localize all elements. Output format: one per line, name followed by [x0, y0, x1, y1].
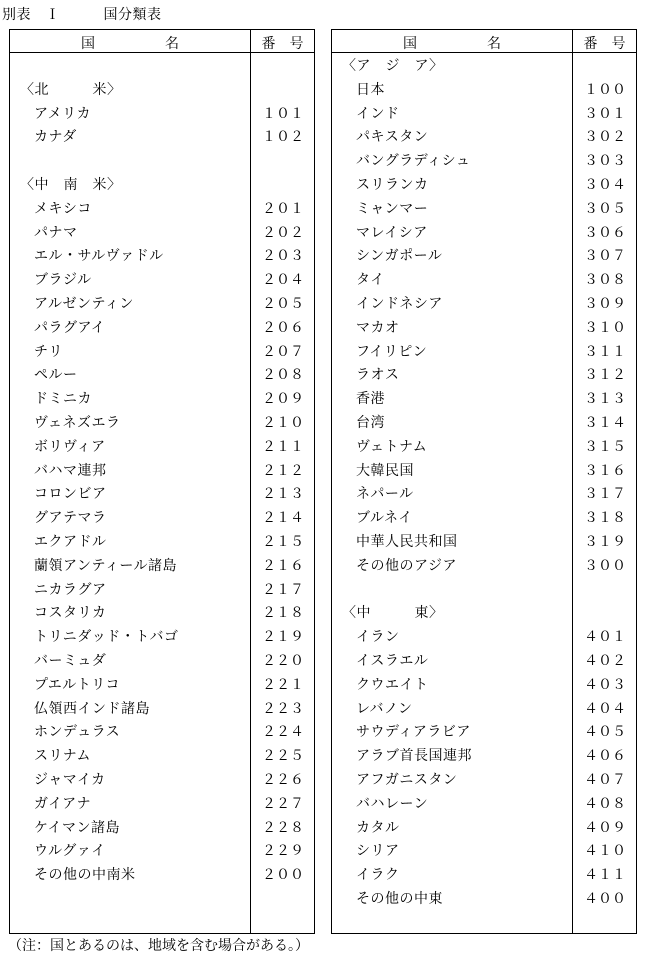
country-code: ３０６: [584, 224, 626, 241]
country-code: ３１４: [584, 415, 626, 431]
country-code: ３０８: [584, 272, 626, 289]
country-code: ３１５: [584, 438, 626, 455]
table-row: [332, 242, 636, 266]
country-code: ２００: [262, 867, 304, 884]
country-code: ３０２: [584, 129, 626, 146]
region-name: 〈北 米〉: [20, 81, 122, 98]
region-heading-row: [332, 52, 636, 76]
country-name: 蘭領アンティール諸島: [34, 557, 178, 574]
country-name: ブルネイ: [356, 510, 413, 527]
table-row: [332, 814, 636, 838]
country-name: パキスタン: [356, 129, 429, 146]
country-code: ２０４: [262, 272, 304, 289]
country-name: エル・サルヴァドル: [34, 248, 164, 265]
country-name: ケイマン諸島: [34, 819, 121, 836]
table-row: [10, 814, 314, 838]
country-name: マカオ: [356, 319, 400, 336]
country-code: ２１３: [262, 486, 304, 503]
table-row: [10, 695, 314, 719]
country-name: アルゼンティン: [34, 296, 134, 312]
table-row: [10, 766, 314, 790]
table-row: [10, 504, 314, 528]
country-name: インドネシア: [356, 296, 443, 312]
table-row: [10, 242, 314, 266]
country-name: ジャマイカ: [34, 772, 106, 788]
country-code: ４０６: [584, 748, 626, 765]
table-row: [332, 385, 636, 409]
country-code: ２０２: [262, 224, 304, 241]
header-country-name: 国 名: [403, 36, 501, 52]
country-name: シリア: [356, 843, 400, 860]
table-row: [10, 480, 314, 504]
country-name: 台湾: [356, 415, 385, 431]
country-code: ２１１: [262, 438, 304, 455]
table-header: [10, 30, 314, 53]
country-code: ３１０: [584, 319, 626, 336]
country-name: サウディアラビア: [356, 724, 471, 741]
country-name: マレイシア: [356, 224, 428, 241]
country-code: ２０５: [262, 296, 304, 312]
table-row: [332, 861, 636, 885]
country-name: その他のアジア: [356, 557, 457, 574]
country-table-right: [331, 29, 637, 934]
country-code: ２０７: [262, 343, 304, 360]
table-row: [10, 528, 314, 552]
country-code: ３１３: [584, 391, 626, 408]
table-row: [10, 100, 314, 124]
country-name: バングラディシュ: [356, 153, 471, 170]
country-code: ２０６: [262, 319, 304, 336]
country-table-left: [9, 29, 315, 934]
country-code: ４０２: [584, 653, 626, 669]
table-row: [332, 338, 636, 362]
table-row: [10, 623, 314, 647]
country-name: アフガニスタン: [356, 772, 458, 788]
table-row: [332, 742, 636, 766]
country-code: ３１２: [584, 367, 626, 384]
table-row: [10, 147, 314, 171]
table-row: [10, 433, 314, 457]
country-code: ３０７: [584, 248, 626, 265]
table-row: [332, 290, 636, 314]
country-name: ニカラグア: [34, 581, 107, 598]
table-row: [332, 409, 636, 433]
country-name: パラグアイ: [34, 319, 106, 336]
table-row: [332, 219, 636, 243]
country-name: クウエイト: [356, 676, 429, 693]
region-heading-row: [10, 171, 314, 195]
country-name: ヴェネズエラ: [34, 415, 121, 431]
table-row: [10, 718, 314, 742]
table-row: [332, 718, 636, 742]
country-code: １０１: [262, 105, 304, 122]
country-name: ドミニカ: [34, 391, 92, 408]
table-row: [10, 195, 314, 219]
table-row: [10, 219, 314, 243]
country-name: ラオス: [356, 367, 400, 384]
country-name: カタル: [356, 819, 400, 836]
country-code: ２２９: [262, 843, 304, 860]
country-code: ２１５: [262, 534, 304, 550]
country-code: ４０５: [584, 724, 626, 741]
country-code: ２１４: [262, 510, 304, 527]
country-name: エクアドル: [34, 534, 107, 550]
country-code: ３１７: [584, 486, 626, 503]
table-row: [332, 647, 636, 671]
footnote: （注：国とあるのは、地域を含む場合がある。）: [8, 938, 309, 954]
table-row: [332, 76, 636, 100]
country-code: ２０９: [262, 391, 304, 408]
table-row: [10, 671, 314, 695]
country-name: コロンビア: [34, 486, 107, 503]
region-heading-row: [332, 599, 636, 623]
header-country-name: 国 名: [81, 36, 179, 52]
country-code: ３０１: [584, 105, 626, 122]
table-row: [10, 409, 314, 433]
country-code: ４０９: [584, 819, 626, 836]
country-code: ２２０: [262, 653, 304, 669]
country-name: イラク: [356, 867, 400, 884]
country-name: イスラエル: [356, 653, 429, 669]
country-name: スリナム: [34, 748, 92, 765]
country-code: ３１６: [584, 462, 626, 479]
table-row: [10, 742, 314, 766]
country-name: バハマ連邦: [34, 462, 107, 479]
country-name: タイ: [356, 272, 385, 289]
country-code: ２０１: [262, 200, 304, 217]
country-code: ２１８: [262, 605, 304, 622]
country-code: ４００: [584, 891, 626, 907]
country-name: プエルトリコ: [34, 676, 121, 693]
table-row: [332, 790, 636, 814]
country-code: ３００: [584, 557, 626, 574]
country-code: ２０８: [262, 367, 304, 384]
country-code: ２２６: [262, 772, 304, 788]
country-name: ボリヴィア: [34, 438, 106, 455]
country-name: アメリカ: [34, 105, 92, 122]
country-name: 大韓民国: [356, 462, 414, 479]
country-name: ホンデュラス: [34, 724, 121, 741]
table-row: [10, 266, 314, 290]
table-row: [10, 552, 314, 576]
table-row: [10, 861, 314, 885]
country-code: ２２３: [262, 700, 304, 717]
country-code: ３０３: [584, 153, 626, 170]
country-name: ミャンマー: [356, 200, 429, 217]
country-name: スリランカ: [356, 177, 429, 193]
table-row: [332, 457, 636, 481]
country-code: ４１１: [584, 867, 626, 884]
country-code: ４１０: [584, 843, 626, 860]
country-name: アラブ首長国連邦: [356, 748, 472, 765]
country-name: バハレーン: [356, 795, 429, 812]
table-row: [332, 837, 636, 861]
table-row: [332, 528, 636, 552]
region-name: 〈中 東〉: [342, 605, 444, 622]
region-heading-row: [10, 76, 314, 100]
table-row: [332, 314, 636, 338]
country-code: ２１２: [262, 462, 304, 479]
country-name: バーミュダ: [34, 653, 107, 669]
table-row: [10, 290, 314, 314]
table-row: [10, 647, 314, 671]
country-name: ガイアナ: [34, 795, 92, 812]
country-name: トリニダッド・トバゴ: [34, 629, 179, 646]
country-code: ４０７: [584, 772, 626, 788]
country-code: ３１９: [584, 534, 626, 550]
country-name: 中華人民共和国: [356, 534, 458, 550]
country-code: ２１６: [262, 557, 304, 574]
country-code: ２２７: [262, 795, 304, 812]
country-name: イラン: [356, 629, 400, 646]
table-row: [332, 885, 636, 909]
country-code: ２１７: [262, 581, 304, 598]
table-row: [10, 790, 314, 814]
region-name: 〈中 南 米〉: [20, 177, 122, 193]
country-name: 日本: [356, 81, 385, 98]
table-row: [332, 480, 636, 504]
country-code: ４０４: [584, 700, 626, 717]
country-name: ウルグァイ: [34, 843, 106, 860]
country-name: チリ: [34, 343, 63, 360]
table-row: [332, 100, 636, 124]
table-row: [332, 147, 636, 171]
table-row: [332, 623, 636, 647]
country-name: シンガポール: [356, 248, 443, 265]
region-name: 〈ア ジ ア〉: [342, 58, 444, 74]
country-code: ２０３: [262, 248, 304, 265]
country-name: その他の中南米: [34, 867, 136, 884]
country-name: レバノン: [356, 700, 413, 717]
table-row: [332, 361, 636, 385]
country-name: ヴェトナム: [356, 438, 428, 455]
table-row: [332, 695, 636, 719]
header-number: 番 号: [583, 36, 626, 52]
country-name: 仏領西インド諸島: [34, 700, 150, 717]
country-code: ３１１: [584, 343, 626, 360]
country-code: ４０１: [584, 629, 626, 646]
country-name: その他の中東: [356, 891, 443, 907]
table-row: [10, 385, 314, 409]
country-code: ４０３: [584, 676, 626, 693]
table-row: [332, 552, 636, 576]
country-name: パナマ: [34, 224, 78, 241]
table-row: [332, 266, 636, 290]
country-name: 香港: [356, 391, 385, 408]
country-code: ２２５: [262, 748, 304, 765]
table-row: [332, 171, 636, 195]
table-row: [10, 314, 314, 338]
country-code: ２１０: [262, 415, 304, 431]
country-name: カナダ: [34, 129, 77, 146]
country-code: １００: [584, 81, 626, 98]
country-code: ２２８: [262, 819, 304, 836]
table-row: [10, 361, 314, 385]
country-code: ３０４: [584, 177, 626, 193]
country-code: ３１８: [584, 510, 626, 527]
country-code: ２１９: [262, 629, 304, 646]
table-row: [10, 599, 314, 623]
table-row: [10, 837, 314, 861]
table-header: [332, 30, 636, 53]
country-code: ３０９: [584, 296, 626, 312]
country-name: インド: [356, 105, 400, 122]
country-name: ブラジル: [34, 272, 92, 289]
header-number: 番 号: [261, 36, 304, 52]
country-name: フイリピン: [356, 343, 428, 360]
table-row: [10, 457, 314, 481]
table-row: [332, 433, 636, 457]
table-row: [332, 504, 636, 528]
table-row: [332, 123, 636, 147]
country-code: ２２１: [262, 676, 304, 693]
document-title: 別表 Ｉ 国分類表: [2, 7, 162, 23]
country-name: グアテマラ: [34, 510, 107, 527]
country-code: ２２４: [262, 724, 304, 741]
table-row: [332, 766, 636, 790]
country-name: メキシコ: [34, 200, 92, 217]
table-row: [10, 123, 314, 147]
country-code: ３０５: [584, 200, 626, 217]
table-row: [10, 576, 314, 600]
country-code: ４０８: [584, 795, 626, 812]
table-row: [10, 52, 314, 76]
table-row: [332, 671, 636, 695]
table-row: [332, 576, 636, 600]
table-row: [332, 195, 636, 219]
country-name: ネパール: [356, 486, 414, 503]
country-name: ペルー: [34, 367, 78, 384]
table-row: [10, 338, 314, 362]
country-code: １０２: [262, 129, 304, 146]
country-name: コスタリカ: [34, 605, 107, 622]
